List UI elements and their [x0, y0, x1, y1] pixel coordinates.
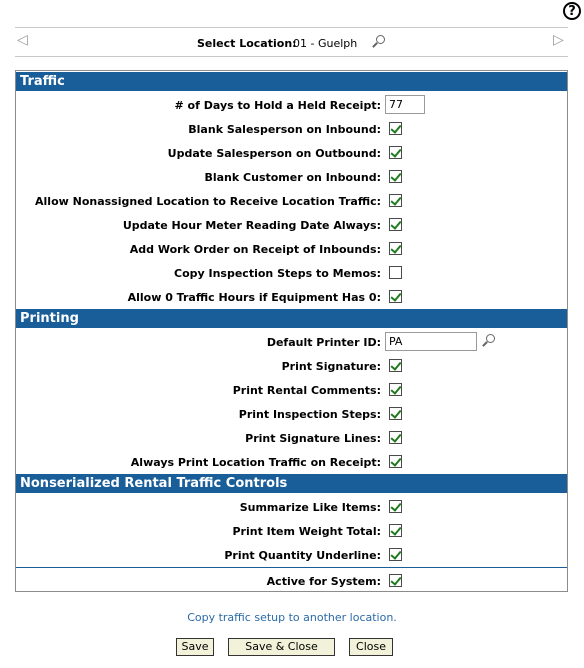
- setting-row: [16, 451, 567, 473]
- setting-row: [16, 118, 567, 140]
- setting-label: Always Print Location Traffic on Receipt:: [130, 456, 381, 469]
- location-value: 01 - Guelph: [293, 37, 358, 50]
- setting-label: Copy Inspection Steps to Memos:: [174, 267, 381, 280]
- setting-checkbox[interactable]: [389, 290, 402, 303]
- setting-label: Print Item Weight Total:: [232, 525, 381, 538]
- setting-label: Print Signature Lines:: [245, 432, 381, 445]
- printer-id-row: [16, 331, 567, 353]
- setting-row: [16, 190, 567, 212]
- setting-checkbox[interactable]: [389, 500, 402, 513]
- printing-section-header: Printing: [16, 309, 567, 328]
- setting-row: [16, 544, 567, 566]
- setting-checkbox[interactable]: [389, 431, 402, 444]
- setting-label: Blank Customer on Inbound:: [204, 171, 381, 184]
- setting-row: [16, 355, 567, 377]
- printer-search-icon[interactable]: [486, 334, 495, 343]
- setting-checkbox[interactable]: [389, 146, 402, 159]
- setting-label: Print Rental Comments:: [232, 384, 381, 397]
- setting-checkbox[interactable]: [389, 122, 402, 135]
- setting-row: [16, 142, 567, 164]
- setting-label: Blank Salesperson on Inbound:: [188, 123, 381, 136]
- setting-checkbox[interactable]: [389, 524, 402, 537]
- section-divider: [16, 567, 567, 568]
- copy-setup-link[interactable]: Copy traffic setup to another location.: [187, 611, 397, 624]
- save-close-button[interactable]: Save & Close: [228, 638, 335, 656]
- setting-checkbox[interactable]: [389, 266, 402, 279]
- setting-row: [16, 403, 567, 425]
- setting-label: Update Salesperson on Outbound:: [167, 147, 381, 160]
- days-hold-input[interactable]: [385, 95, 425, 114]
- setting-row: [16, 427, 567, 449]
- setting-row: [16, 286, 567, 308]
- setting-checkbox[interactable]: [389, 407, 402, 420]
- active-system-label: Active for System:: [266, 575, 381, 588]
- setting-label: Allow Nonassigned Location to Receive Location Traffic:: [35, 195, 381, 208]
- location-bar: [15, 27, 568, 57]
- days-hold-row: [16, 94, 567, 116]
- active-system-checkbox[interactable]: [389, 574, 402, 587]
- setting-row: [16, 496, 567, 518]
- setting-row: [16, 379, 567, 401]
- printer-id-input[interactable]: [385, 332, 477, 351]
- days-hold-label: # of Days to Hold a Held Receipt:: [174, 99, 381, 112]
- setting-label: Print Inspection Steps:: [238, 408, 381, 421]
- printer-id-label: Default Printer ID:: [266, 336, 381, 349]
- setting-checkbox[interactable]: [389, 548, 402, 561]
- setting-row: [16, 238, 567, 260]
- setting-row: [16, 166, 567, 188]
- nonserialized-section-header: Nonserialized Rental Traffic Controls: [16, 474, 567, 493]
- setting-row: [16, 262, 567, 284]
- setting-label: Update Hour Meter Reading Date Always:: [122, 219, 381, 232]
- save-button[interactable]: Save: [176, 638, 214, 656]
- next-location-icon[interactable]: ▷: [553, 32, 564, 48]
- setting-label: Allow 0 Traffic Hours if Equipment Has 0:: [127, 291, 381, 304]
- setting-row: [16, 214, 567, 236]
- setting-checkbox[interactable]: [389, 194, 402, 207]
- settings-panel: [15, 70, 568, 592]
- traffic-section-header: Traffic: [16, 72, 567, 91]
- close-button[interactable]: Close: [349, 638, 393, 656]
- setting-checkbox[interactable]: [389, 218, 402, 231]
- location-search-icon[interactable]: [376, 35, 385, 44]
- setting-label: Add Work Order on Receipt of Inbounds:: [129, 243, 381, 256]
- setting-row: [16, 520, 567, 542]
- help-icon[interactable]: ?: [563, 2, 581, 20]
- setting-checkbox[interactable]: [389, 170, 402, 183]
- active-system-row: [16, 570, 567, 592]
- previous-location-icon[interactable]: ◁: [17, 32, 28, 48]
- setting-label: Summarize Like Items:: [239, 501, 381, 514]
- setting-checkbox[interactable]: [389, 455, 402, 468]
- setting-label: Print Quantity Underline:: [224, 549, 381, 562]
- location-label: Select Location:: [197, 37, 297, 50]
- setting-checkbox[interactable]: [389, 242, 402, 255]
- setting-checkbox[interactable]: [389, 383, 402, 396]
- setting-label: Print Signature:: [281, 360, 381, 373]
- setting-checkbox[interactable]: [389, 359, 402, 372]
